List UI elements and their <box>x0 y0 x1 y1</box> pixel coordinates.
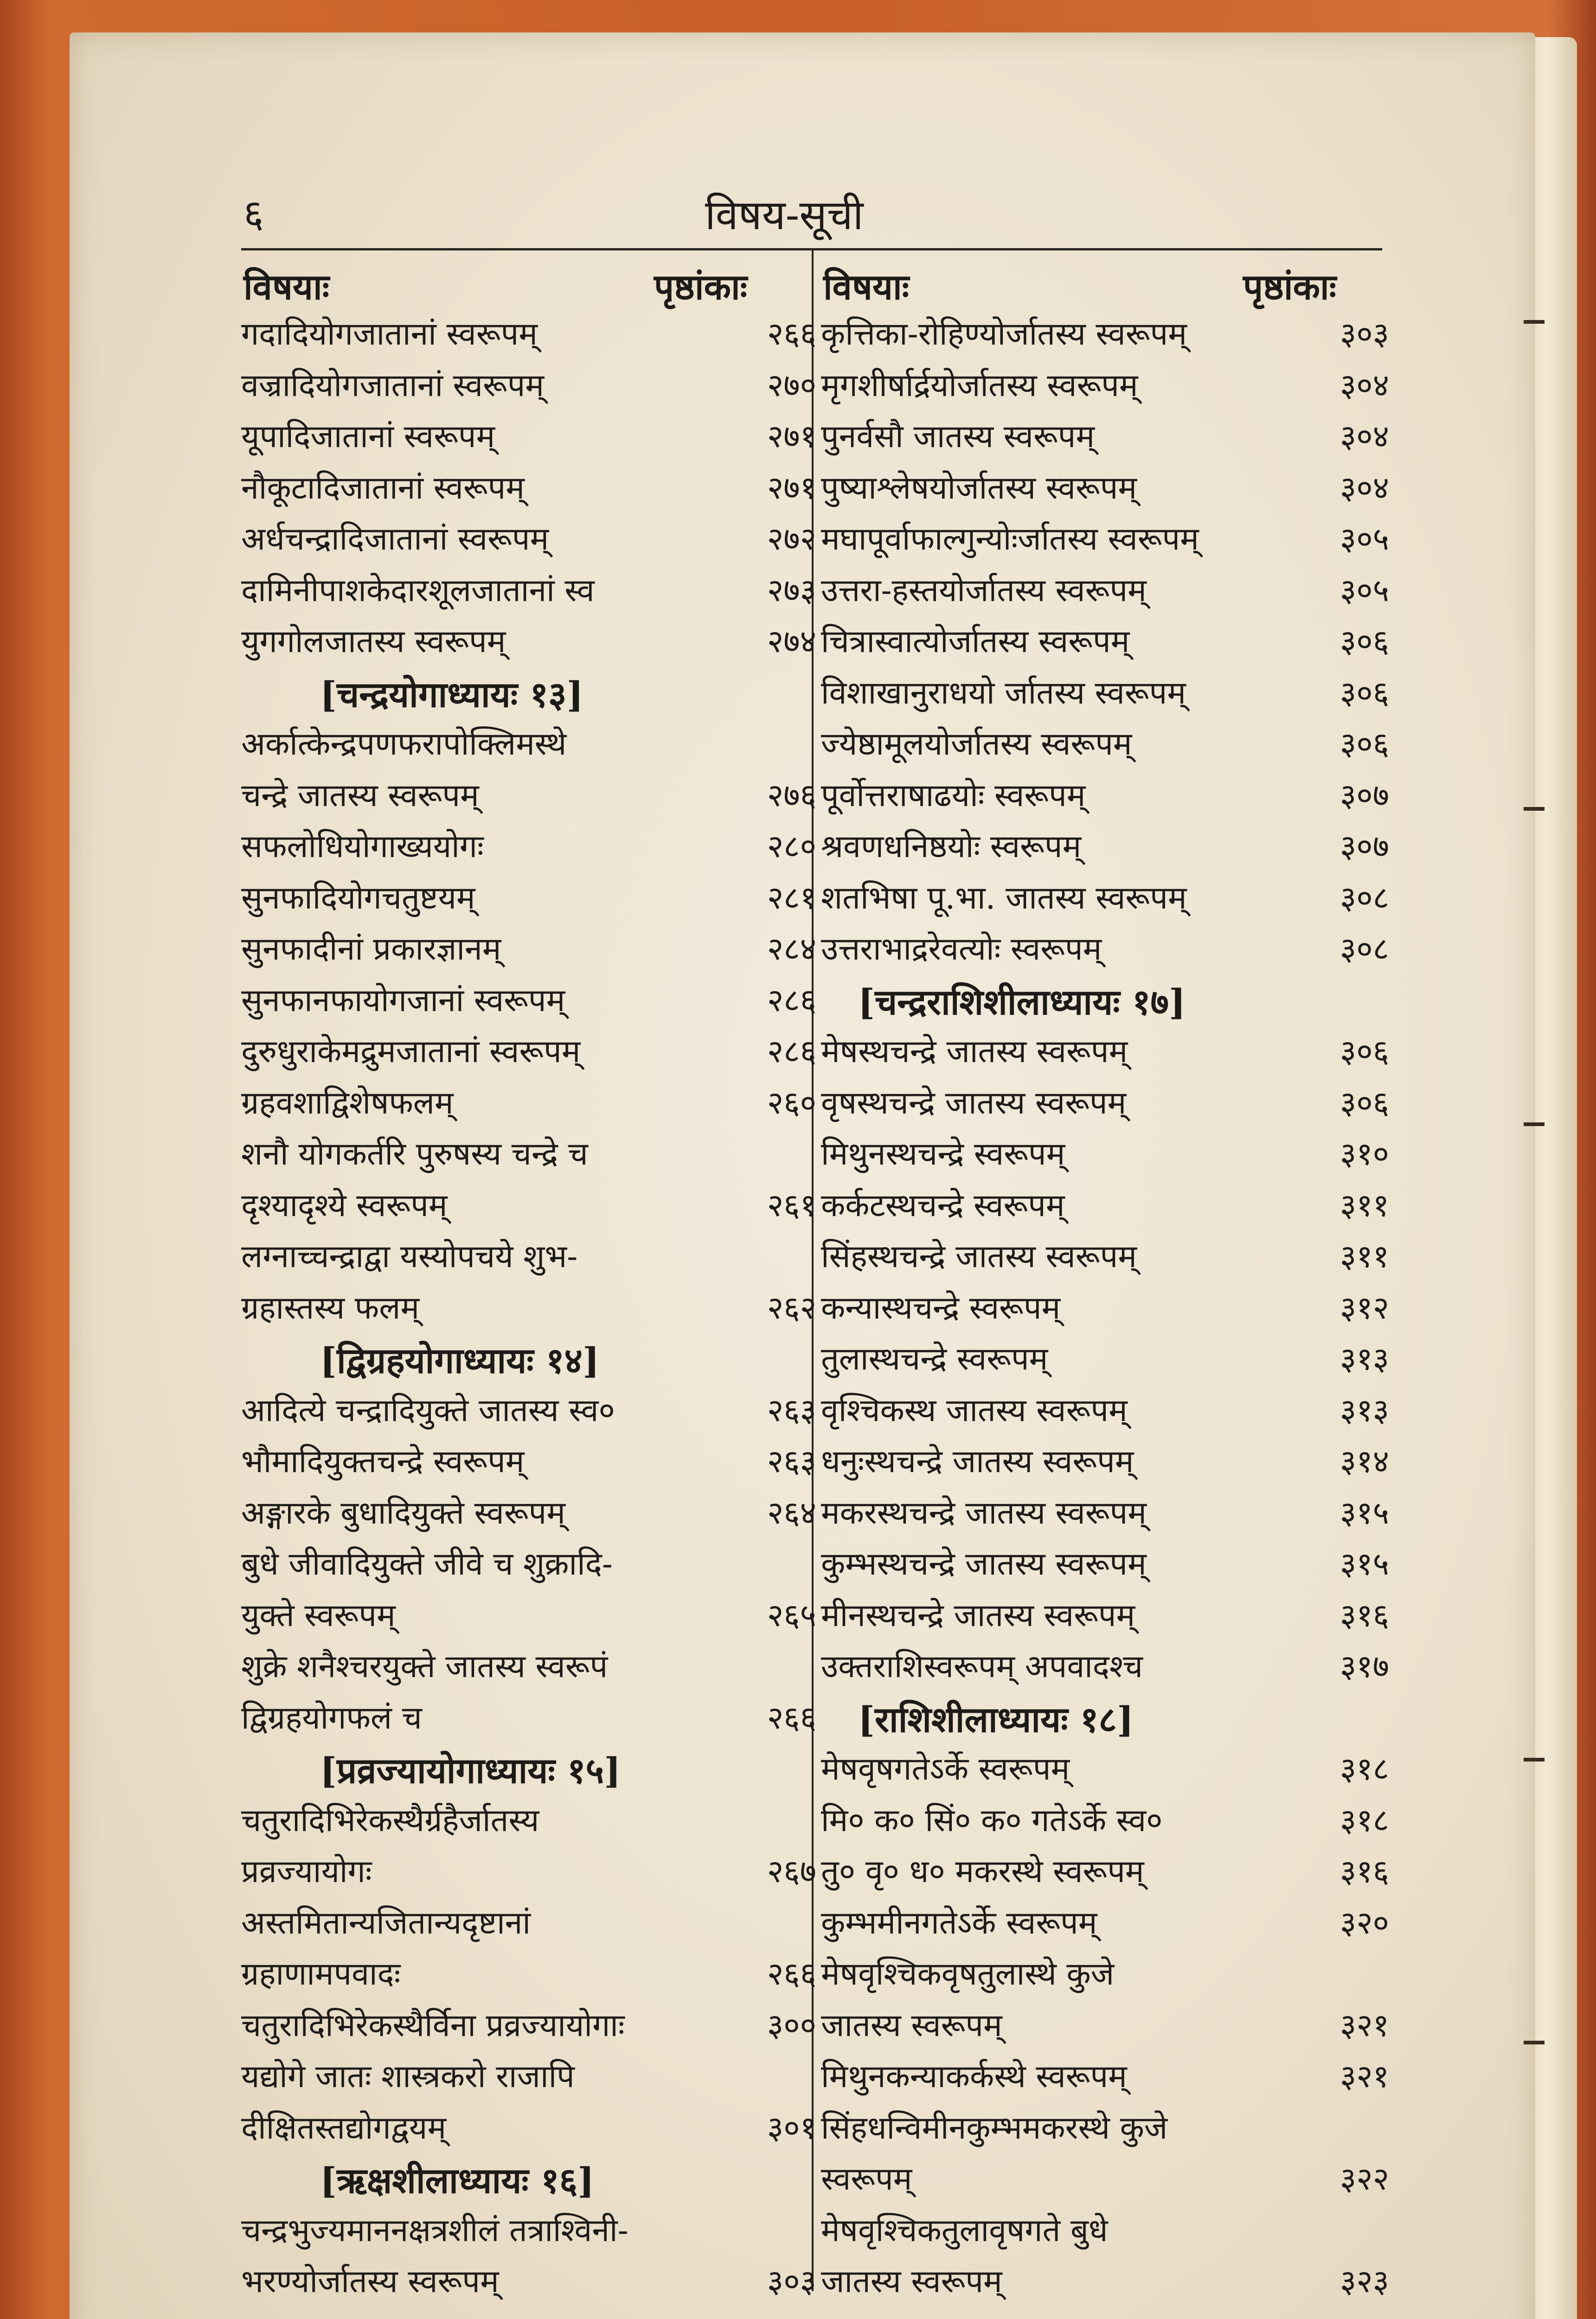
right-page-heading: पृष्ठांकाः <box>1243 266 1337 307</box>
entry-page-number: २६१ <box>767 1187 816 1224</box>
entry-text: ग्रहाणामपवादः <box>241 1956 401 1992</box>
entry-page-number: २६६ <box>767 1699 816 1736</box>
index-entry <box>821 926 1387 977</box>
entry-page-number: २८६ <box>767 1033 816 1070</box>
entry-text: सिंहस्थचन्द्रे जातस्य स्वरूपम् <box>821 1238 1137 1275</box>
entry-page-number: ३२० <box>1340 1904 1389 1941</box>
entry-page-number: २८६ <box>767 982 816 1019</box>
entry-page-number: ३११ <box>1340 1187 1389 1224</box>
entry-text: सिंहधन्विमीनकुम्भमकरस्थे कुजे <box>821 2109 1168 2146</box>
index-entry <box>821 1336 1387 1387</box>
entry-text: अङ्गारके बुधादियुक्ते स्वरूपम् <box>241 1494 565 1531</box>
chapter-heading <box>241 670 807 721</box>
entry-text: उत्तराभाद्ररेवत्योः स्वरूपम् <box>821 931 1102 967</box>
entry-page-number: ३०८ <box>1340 879 1389 916</box>
entry-text: शतभिषा पू.भा. जातस्य स्वरूपम् <box>821 879 1187 916</box>
entry-text: सुनफादीनां प्रकारज्ञानम् <box>241 931 501 967</box>
entry-text: मेषवृश्चिकवृषतुलास्थे कुजे <box>821 1956 1115 1992</box>
chapter-heading <box>241 1746 807 1797</box>
entry-text: बुधे जीवादियुक्ते जीवे च शुक्रादि- <box>241 1546 613 1582</box>
entry-page-number: ३१६ <box>1340 1597 1389 1634</box>
entry-page-number: ३१८ <box>1340 1802 1389 1839</box>
entry-text: युगगोलजातस्य स्वरूपम् <box>241 623 506 660</box>
index-entry <box>821 618 1387 669</box>
index-entry <box>241 2105 816 2156</box>
entry-page-number: २७३ <box>767 572 816 609</box>
index-entry <box>821 772 1387 823</box>
entry-page-number: ३१७ <box>1340 1648 1389 1685</box>
entry-text: दामिनीपाशकेदारशूलजातानां स्व <box>241 572 595 609</box>
chapter-heading <box>241 2156 807 2207</box>
right-subject-heading: विषयाः <box>823 266 909 307</box>
entry-page-number: २६५ <box>767 1597 816 1634</box>
entry-text: लग्नाच्चन्द्राद्वा यस्योपचये शुभ- <box>241 1238 578 1275</box>
entry-text: ग्रहवशाद्विशेषफलम् <box>241 1084 454 1121</box>
entry-page-number: ३२१ <box>1340 2007 1389 2044</box>
entry-text: पुष्याश्लेषयोर्जातस्य स्वरूपम् <box>821 469 1137 506</box>
index-entry <box>821 1541 1387 1592</box>
entry-page-number: २६२ <box>767 1289 816 1326</box>
index-entry <box>821 1746 1387 1797</box>
entry-page-number: २७२ <box>767 521 816 557</box>
chapter-heading <box>821 977 1387 1028</box>
index-entry <box>241 1592 816 1643</box>
entry-text: [चन्द्रयोगाध्यायः १३] <box>320 673 583 715</box>
index-entry <box>821 1797 1387 1848</box>
index-entry <box>821 465 1387 516</box>
entry-text: विशाखानुराधयो र्जातस्य स्वरूपम् <box>821 674 1186 711</box>
entry-page-number: २७१ <box>767 469 816 506</box>
entry-text: कुम्भस्थचन्द्रे जातस्य स्वरूपम् <box>821 1546 1147 1582</box>
entry-page-number: २६३ <box>767 1443 816 1480</box>
entry-page-number: २७६ <box>767 777 816 814</box>
index-entry <box>821 2002 1387 2053</box>
index-entry <box>821 567 1387 618</box>
entry-page-number: २८१ <box>767 879 816 916</box>
index-entry <box>241 2053 807 2104</box>
entry-text: चतुरादिभिरेकस्थैर्विना प्रव्रज्यायोगाः <box>241 2007 625 2044</box>
index-entry <box>821 1900 1387 1951</box>
index-entry <box>821 823 1387 874</box>
index-entry <box>821 1028 1387 1079</box>
entry-text: यद्योगे जातः शास्त्रकरो राजापि <box>241 2058 575 2095</box>
index-entry <box>821 413 1387 464</box>
index-entry <box>241 2002 816 2053</box>
index-entry <box>241 1951 816 2002</box>
index-entry <box>241 465 816 516</box>
entry-text: मृगशीर्षार्द्रयोर्जातस्य स्वरूपम् <box>821 367 1138 404</box>
index-entry <box>821 2207 1387 2258</box>
index-entry <box>821 1285 1387 1336</box>
entry-page-number: ३०० <box>767 2007 816 2044</box>
entry-text: दुरुधुराकेमद्रुमजातानां स्वरूपम् <box>241 1033 581 1070</box>
entry-text: चन्द्रे जातस्य स्वरूपम् <box>241 777 479 814</box>
entry-text: तुलास्थचन्द्रे स्वरूपम् <box>821 1341 1048 1377</box>
index-entry <box>821 1233 1387 1284</box>
entry-text: दृश्यादृश्ये स्वरूपम् <box>241 1187 448 1224</box>
entry-page-number: ३१३ <box>1340 1392 1389 1429</box>
entry-text: अस्तमितान्यजितान्यदृष्टानां <box>241 1904 531 1941</box>
entry-page-number: ३०४ <box>1340 367 1389 404</box>
index-entry <box>821 1643 1387 1694</box>
chapter-heading <box>821 1695 1387 1746</box>
index-entry <box>821 1848 1387 1899</box>
entry-text: पुनर्वसौ जातस्य स्वरूपम् <box>821 418 1095 455</box>
entry-page-number: ३०८ <box>1340 931 1389 967</box>
bookmark-tick <box>1524 320 1545 324</box>
entry-page-number: ३२१ <box>1340 2058 1389 2095</box>
page-number: ६ <box>244 191 264 237</box>
entry-page-number: ३११ <box>1340 1238 1389 1275</box>
index-entry <box>241 1541 807 1592</box>
entry-page-number: ३०३ <box>767 2263 816 2300</box>
entry-text: प्रव्रज्यायोगः <box>241 1853 372 1890</box>
entry-text: गदादियोगजातानां स्वरूपम् <box>241 316 538 352</box>
index-entry <box>821 2105 1387 2156</box>
entry-page-number: ३०७ <box>1340 828 1389 865</box>
entry-text: [द्विग्रहयोगाध्यायः १४] <box>320 1340 600 1381</box>
left-subject-heading: विषयाः <box>244 266 329 307</box>
index-entry <box>821 1182 1387 1233</box>
entry-text: वज्रादियोगजातानां स्वरूपम् <box>241 367 545 404</box>
index-entry <box>821 1438 1387 1489</box>
index-entry <box>821 2156 1387 2207</box>
index-entry <box>241 567 816 618</box>
entry-text: मि० क० सिं० क० गतेऽर्के स्व० <box>821 1802 1163 1839</box>
index-entry <box>821 1490 1387 1541</box>
entry-text: आदित्ये चन्द्रादियुक्ते जातस्य स्व० <box>241 1392 615 1429</box>
entry-text: मिथुनकन्याकर्कस्थे स्वरूपम् <box>821 2058 1127 2095</box>
entry-text: सफलोधियोगाख्ययोगः <box>241 828 484 865</box>
entry-page-number: ३०६ <box>1340 1033 1389 1070</box>
index-entry <box>241 1490 816 1541</box>
index-entry <box>821 1131 1387 1182</box>
index-entry <box>241 1285 816 1336</box>
index-entry <box>241 1233 807 1284</box>
entry-text: कुम्भमीनगतेऽर्के स्वरूपम् <box>821 1904 1097 1941</box>
entry-text: कन्यास्थचन्द्रे स्वरूपम् <box>821 1289 1061 1326</box>
entry-page-number: ३१३ <box>1340 1341 1389 1377</box>
index-entry <box>241 311 816 362</box>
entry-text: ग्रहास्तस्य फलम् <box>241 1289 419 1326</box>
index-entry <box>241 1797 807 1848</box>
index-entry <box>241 516 816 567</box>
entry-text: नौकूटादिजातानां स्वरूपम् <box>241 469 525 506</box>
index-entry <box>821 362 1387 413</box>
entry-text: मेषस्थचन्द्रे जातस्य स्वरूपम् <box>821 1033 1128 1070</box>
entry-page-number: ३२२ <box>1340 2161 1389 2197</box>
entry-page-number: ३०६ <box>1340 726 1389 762</box>
entry-text: उक्तराशिस्वरूपम् अपवादश्च <box>821 1648 1143 1685</box>
entry-page-number: २६४ <box>767 1494 816 1531</box>
index-entry <box>821 875 1387 926</box>
entry-page-number: ३०६ <box>1340 674 1389 711</box>
entry-text: यूपादिजातानां स्वरूपम् <box>241 418 495 455</box>
index-entry <box>241 1900 807 1951</box>
entry-text: शुक्रे शनैश्चरयुक्ते जातस्य स्वरूपं <box>241 1648 608 1685</box>
bookmark-tick <box>1524 807 1545 811</box>
index-entry <box>241 1080 816 1131</box>
entry-page-number: ३०५ <box>1340 572 1389 609</box>
entry-text: पूर्वोत्तराषाढयोः स्वरूपम् <box>821 777 1086 814</box>
entry-page-number: ३१८ <box>1340 1751 1389 1787</box>
entry-text: उत्तरा-हस्तयोर्जातस्य स्वरूपम् <box>821 572 1147 609</box>
index-entry <box>241 1131 807 1182</box>
entry-page-number: २८४ <box>767 931 816 967</box>
index-entry <box>821 2258 1387 2309</box>
entry-text: द्विग्रहयोगफलं च <box>241 1699 422 1736</box>
index-entry <box>241 1643 807 1694</box>
entry-text: [चन्द्रराशिशीलाध्यायः १७] <box>858 981 1186 1023</box>
index-entry <box>241 772 816 823</box>
entry-page-number: ३१४ <box>1340 1443 1389 1480</box>
entry-text: चतुरादिभिरेकस्थैर्ग्रहैर्जातस्य <box>241 1802 539 1839</box>
entry-text: सुनफानफायोगजानां स्वरूपम् <box>241 982 565 1019</box>
entry-page-number: २६७ <box>767 1853 816 1890</box>
page-title: विषय-सूची <box>705 191 864 239</box>
index-entry <box>821 516 1387 567</box>
entry-text: मीनस्थचन्द्रे जातस्य स्वरूपम् <box>821 1597 1135 1634</box>
entry-page-number: २६६ <box>767 1956 816 1992</box>
entry-text: [प्रव्रज्यायोगाध्यायः १५] <box>320 1750 621 1791</box>
left-page-heading: पृष्ठांकाः <box>654 266 748 307</box>
index-entry <box>241 926 816 977</box>
index-entry <box>241 362 816 413</box>
entry-text: मघापूर्वाफाल्गुन्योःर्जातस्य स्वरूपम् <box>821 521 1199 557</box>
entry-page-number: २६० <box>767 1084 816 1121</box>
entry-page-number: ३०३ <box>1340 316 1389 352</box>
entry-page-number: २७१ <box>767 418 816 455</box>
index-entry <box>241 823 816 874</box>
entry-text: अर्धचन्द्रादिजातानां स्वरूपम् <box>241 521 549 557</box>
entry-text: जातस्य स्वरूपम् <box>821 2007 1002 2044</box>
entry-text: अर्कात्केन्द्रपणफरापोक्लिमस्थे <box>241 726 567 762</box>
entry-text: वृषस्थचन्द्रे जातस्य स्वरूपम् <box>821 1084 1127 1121</box>
chapter-heading <box>241 1336 807 1387</box>
entry-page-number: ३०४ <box>1340 469 1389 506</box>
entry-page-number: ३१० <box>1340 1136 1389 1172</box>
entry-page-number: २६६ <box>767 316 816 352</box>
index-entry <box>821 721 1387 772</box>
entry-text: युक्ते स्वरूपम् <box>241 1597 396 1634</box>
index-entry <box>241 2207 807 2258</box>
entry-text: शनौ योगकर्तरि पुरुषस्य चन्द्रे च <box>241 1136 588 1172</box>
entry-page-number: २८० <box>767 828 816 865</box>
entry-page-number: २७० <box>767 367 816 404</box>
index-entry <box>241 977 816 1028</box>
entry-page-number: ३१५ <box>1340 1546 1389 1582</box>
entry-text: दीक्षितस्तद्योगद्वयम् <box>241 2109 447 2146</box>
index-entry <box>241 1695 816 1746</box>
entry-page-number: ३०४ <box>1340 418 1389 455</box>
index-entry <box>821 311 1387 362</box>
entry-page-number: २७४ <box>767 623 816 660</box>
index-entry <box>821 1080 1387 1131</box>
entry-text: भौमादियुक्तचन्द्रे स्वरूपम् <box>241 1443 525 1480</box>
entry-text: कर्कटस्थचन्द्रे स्वरूपम् <box>821 1187 1065 1224</box>
bookmark-tick <box>1524 1122 1545 1126</box>
index-entry <box>241 721 807 772</box>
entry-text: चन्द्रभुज्यमाननक्षत्रशीलं तत्राश्विनी- <box>241 2212 628 2249</box>
index-entry <box>821 1951 1387 2002</box>
entry-text: [राशिशीलाध्यायः १८] <box>858 1698 1134 1740</box>
index-entry <box>241 1182 816 1233</box>
entry-text: मेषवृषगतेऽर्के स्वरूपम् <box>821 1751 1070 1787</box>
index-entry <box>241 618 816 669</box>
entry-text: मेषवृश्चिकतुलावृषगते बुधे <box>821 2212 1108 2249</box>
index-entry <box>821 1387 1387 1438</box>
entry-text: धनुःस्थचन्द्रे जातस्य स्वरूपम् <box>821 1443 1134 1480</box>
index-entry <box>241 413 816 464</box>
index-entry <box>241 1438 816 1489</box>
entry-text: तु० वृ० ध० मकरस्थे स्वरूपम् <box>821 1853 1144 1890</box>
entry-text: वृश्चिकस्थ जातस्य स्वरूपम् <box>821 1392 1128 1429</box>
entry-text: चित्रास्वात्योर्जातस्य स्वरूपम् <box>821 623 1130 660</box>
index-entry <box>821 670 1387 721</box>
index-entry <box>821 2053 1387 2104</box>
entry-page-number: ३१२ <box>1340 1289 1389 1326</box>
bookmark-tick <box>1524 2041 1545 2044</box>
index-entry <box>241 1028 816 1079</box>
entry-text: मकरस्थचन्द्रे जातस्य स्वरूपम् <box>821 1494 1147 1531</box>
entry-page-number: ३०६ <box>1340 623 1389 660</box>
entry-page-number: ३०६ <box>1340 1084 1389 1121</box>
entry-text: सुनफादियोगचतुष्टयम् <box>241 879 475 916</box>
entry-text: [ऋक्षशीलाध्यायः १६] <box>320 2160 595 2201</box>
index-entry <box>241 875 816 926</box>
entry-text: श्रवणधनिष्ठयोः स्वरूपम् <box>821 828 1082 865</box>
bookmark-tick <box>1524 1758 1545 1762</box>
entry-page-number: ३१६ <box>1340 1853 1389 1890</box>
entry-page-number: ३०७ <box>1340 777 1389 814</box>
index-entry <box>241 1387 816 1438</box>
index-entry <box>821 1592 1387 1643</box>
entry-page-number: ३०१ <box>767 2109 816 2146</box>
entry-text: मिथुनस्थचन्द्रे स्वरूपम् <box>821 1136 1065 1172</box>
entry-page-number: ३०५ <box>1340 521 1389 557</box>
entry-page-number: ३२३ <box>1340 2263 1389 2300</box>
entry-text: जातस्य स्वरूपम् <box>821 2263 1002 2300</box>
index-entry <box>241 2258 816 2309</box>
entry-text: ज्येष्ठामूलयोर्जातस्य स्वरूपम् <box>821 726 1132 762</box>
entry-text: स्वरूपम् <box>821 2161 912 2197</box>
entry-text: भरण्योर्जातस्य स्वरूपम् <box>241 2263 499 2300</box>
entry-page-number: २६३ <box>767 1392 816 1429</box>
entry-page-number: ३१५ <box>1340 1494 1389 1531</box>
index-entry <box>241 1848 816 1899</box>
entry-text: कृत्तिका-रोहिण्योर्जातस्य स्वरूपम् <box>821 316 1187 352</box>
